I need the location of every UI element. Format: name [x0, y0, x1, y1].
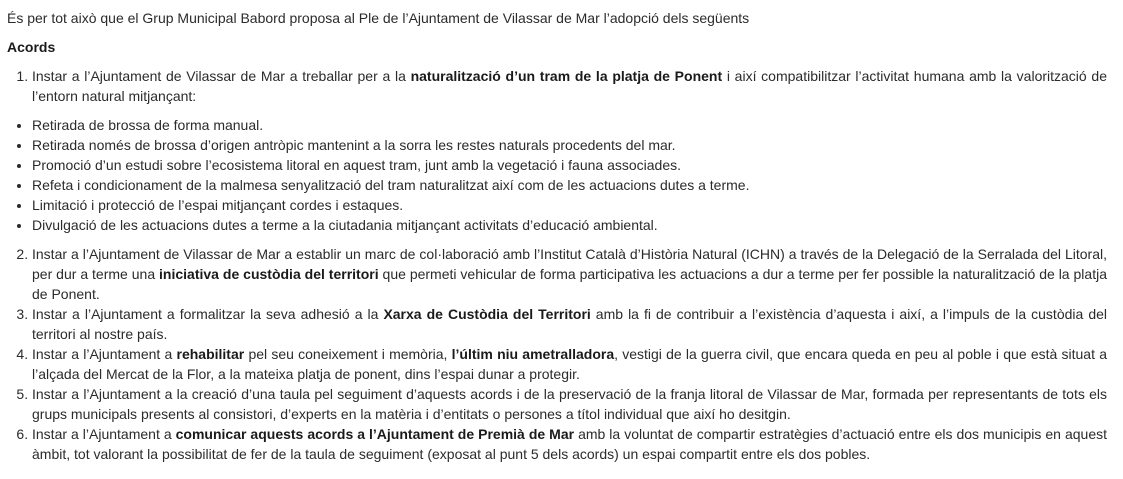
agreements-list: [7, 66, 1107, 106]
intro-paragraph: És per tot això que el Grup Municipal Babord proposa al Ple de l’Ajuntament de Vilassar de Mar l’adopció dels següents: [7, 10, 750, 26]
agreement-item-2: [32, 244, 1107, 304]
agreements-heading: Acords: [7, 39, 56, 55]
agreement-item-1: [32, 66, 1107, 106]
agreement-item-6: [32, 424, 1107, 464]
agreement-3-text: Instar a l’Ajuntament a formalitzar la seva adhesió a la: [32, 306, 384, 322]
agreements-list-continued: [7, 244, 1107, 464]
agreement-1-bold: naturalització d’un tram de la platja de Ponent: [410, 68, 723, 84]
agreement-3-bold: Xarxa de Custòdia del Territori: [383, 306, 591, 322]
agreement-6-text-end: amb la voluntat de compartir estratègies d’actuació entre els dos municipis en aquest àmbit, tot valorant la possibilitat de fer de la taula de seguiment (exposat al punt 5 dels acords) un espai compartit entre els dos pobles.: [32, 426, 1107, 462]
measure-item: • Limitació i protecció de l’espai mitjançant cordes i estaques.: [32, 195, 1107, 215]
measure-item: • Refeta i condicionament de la malmesa senyalització del tram naturalitzat així com de les actuacions dutes a terme.: [32, 175, 1107, 195]
agreement-1-text: Instar a l’Ajuntament de Vilassar de Mar a treballar per a la: [32, 68, 411, 84]
measure-item: • Promoció d’un estudi sobre l’ecosistema litoral en aquest tram, junt amb la vegetació i fauna associades.: [32, 155, 1107, 175]
agreement-4-text: Instar a l’Ajuntament a: [32, 346, 177, 362]
measure-item: • Divulgació de les actuacions dutes a terme a la ciutadania mitjançant activitats d’educació ambiental.: [32, 215, 1107, 235]
agreement-2-text-end: que permeti vehicular de forma participativa les actuacions a dur a terme per fer possible la naturalització de la platja de Ponent.: [32, 266, 1107, 302]
agreement-1-text-end: i així compatibilitzar l’activitat humana amb la valorització de l’entorn natural mitjançant:: [32, 68, 1107, 104]
measure-item: • Retirada de brossa de forma manual.: [32, 115, 1107, 135]
measure-item: • Retirada només de brossa d’origen antròpic mantenint a la sorra les restes naturals procedents del mar.: [32, 135, 1107, 155]
agreement-3-text-end: amb la fi de contribuir a l’existència d’aquesta i així, a l’impuls de la custòdia del territori al nostre país.: [32, 306, 1108, 342]
measures-list: [7, 115, 1107, 235]
agreement-item-3: [32, 304, 1107, 344]
agreement-4-bold-1: rehabilitar: [176, 346, 245, 362]
agreement-item-5: [32, 384, 1107, 424]
agreement-4-bold-2: l’últim niu ametralladora: [451, 346, 615, 362]
agreement-2-bold: iniciativa de custòdia del territori: [159, 266, 379, 282]
agreement-4-text-mid: pel seu coneixement i memòria,: [244, 346, 452, 362]
agreement-5-text: Instar a l’Ajuntament a la creació d’una taula pel seguiment d’aquests acords i de la preservació de la franja litoral de Vilassar de Mar, formada per representants de tots els grups municipals presents al consistori, d’experts en la matèria i d’entitats o persones a títol individual que així ho desitgin.: [32, 386, 1107, 422]
agreement-item-4: [32, 344, 1107, 384]
agreement-6-text: Instar a l’Ajuntament a: [32, 426, 176, 442]
agreement-2-text: Instar a l’Ajuntament de Vilassar de Mar a establir un marc de col·laboració amb l’Institut Català d’Història Natural (ICHN) a través de la Delegació de la Serralada del Litoral, per dur a terme una: [32, 246, 1107, 282]
agreement-6-bold: comunicar aquests acords a l’Ajuntament de Premià de Mar: [175, 426, 575, 442]
agreement-4-text-end: , vestigi de la guerra civil, que encara queda en peu al poble i que està situat a l’alçada del Mercat de la Flor, a la mateixa platja de ponent, dins l’espai dunar a protegir.: [32, 346, 1107, 382]
